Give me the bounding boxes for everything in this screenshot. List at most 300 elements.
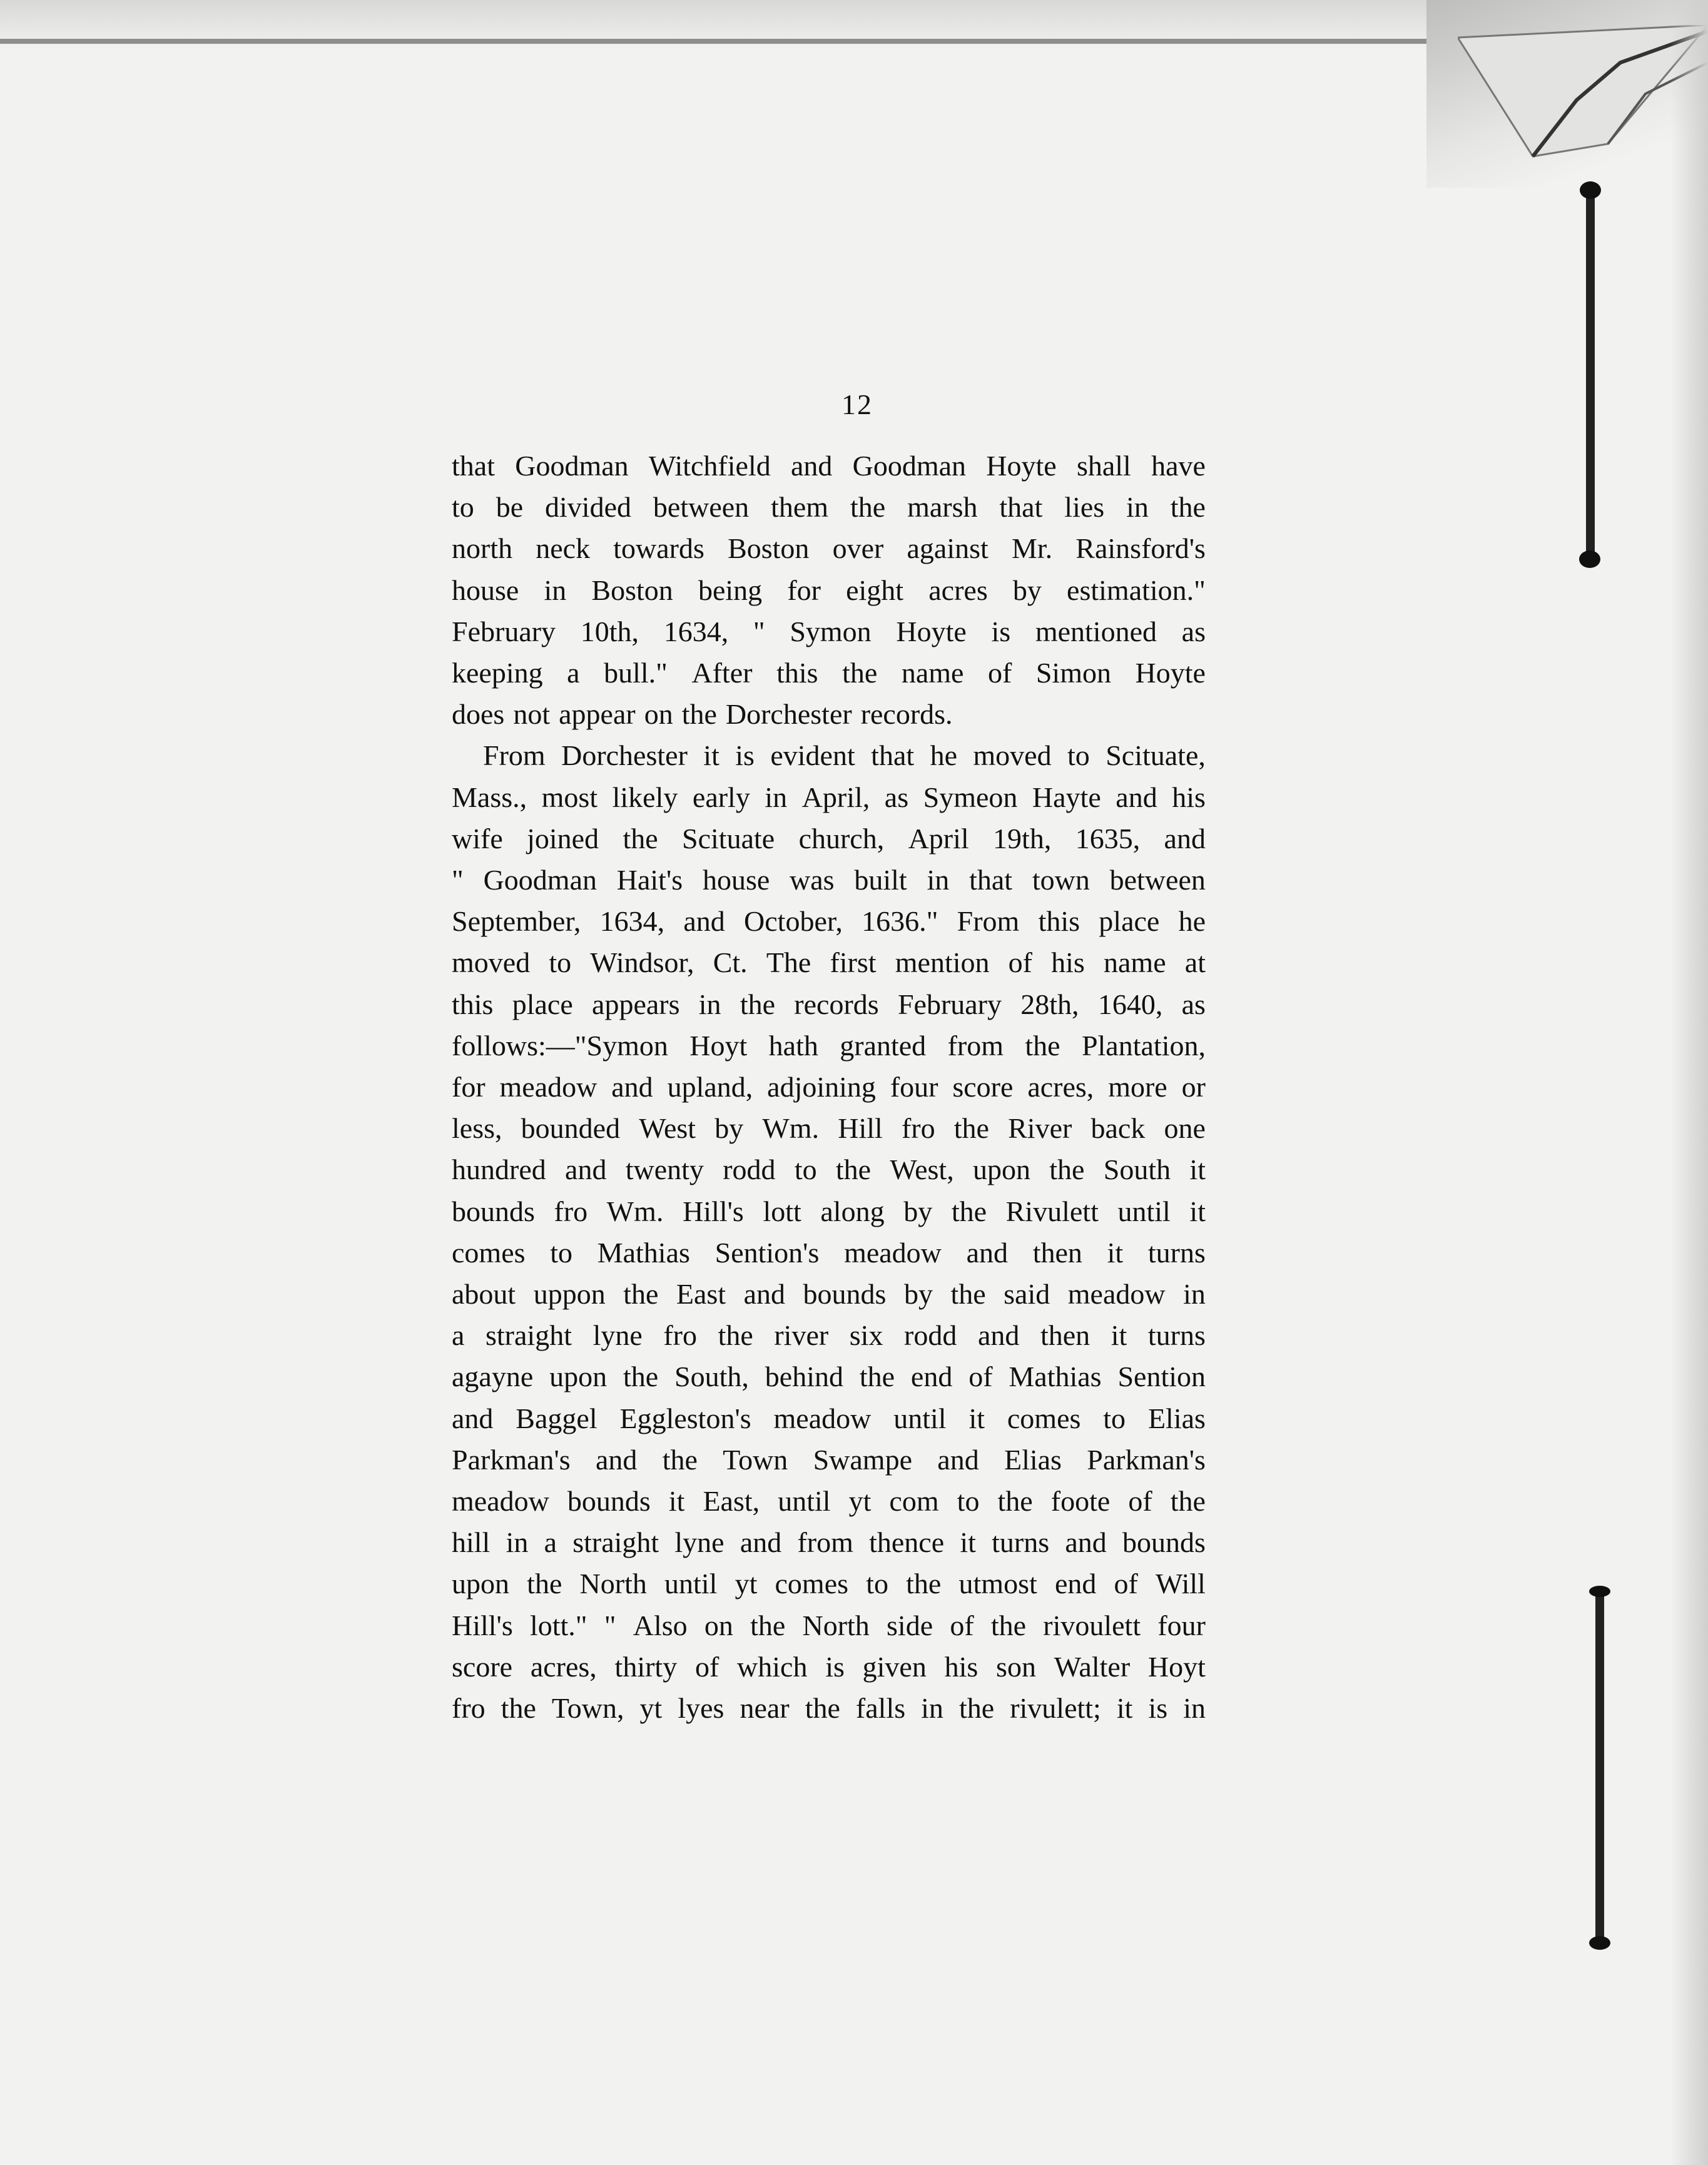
- word: the: [1170, 1485, 1206, 1518]
- word: it: [968, 1402, 985, 1434]
- word: Town,: [551, 1692, 624, 1725]
- word: Mathias: [1009, 1361, 1102, 1393]
- word: River: [1008, 1112, 1072, 1145]
- word: Elias: [1004, 1443, 1062, 1476]
- word: Hill's: [452, 1609, 513, 1641]
- word: his: [1172, 781, 1206, 813]
- word: bounds: [452, 1195, 535, 1227]
- word: most: [541, 781, 598, 813]
- word: rodd: [723, 1153, 776, 1186]
- binding-knot: [1579, 550, 1600, 568]
- word: name: [1104, 946, 1166, 979]
- word: to: [1067, 739, 1090, 772]
- word: and: [596, 1443, 638, 1476]
- word: about: [452, 1278, 516, 1311]
- word: thirty: [614, 1650, 678, 1683]
- word: and: [977, 1319, 1020, 1352]
- word: Mr.: [1011, 532, 1053, 565]
- word: Also: [633, 1609, 688, 1641]
- word: over: [832, 532, 884, 565]
- word: that: [999, 491, 1043, 524]
- word: it: [1189, 1153, 1206, 1186]
- word: appear: [559, 698, 636, 731]
- word: between: [653, 491, 750, 524]
- word: Hoyt: [1147, 1650, 1206, 1683]
- word: divided: [545, 491, 631, 524]
- word: yt: [848, 1485, 872, 1518]
- word: this: [776, 657, 818, 689]
- word: acres: [928, 574, 988, 606]
- word: by: [714, 1112, 744, 1145]
- word: the: [859, 1361, 895, 1393]
- word: have: [1151, 450, 1206, 482]
- word: October,: [744, 905, 843, 938]
- word: comes: [452, 1236, 526, 1269]
- text-line: [452, 1605, 1206, 1646]
- word: September,: [452, 905, 581, 938]
- word: Elias: [1147, 1402, 1206, 1434]
- word: the: [501, 1692, 536, 1725]
- word: twenty: [625, 1153, 704, 1186]
- word: of: [968, 1361, 993, 1393]
- text-line: [452, 1191, 1206, 1232]
- word: is: [1148, 1692, 1168, 1725]
- word: score: [952, 1071, 1014, 1103]
- word: Hoyt: [689, 1029, 748, 1062]
- word: to: [794, 1153, 817, 1186]
- word: built: [854, 864, 907, 896]
- word: West,: [890, 1153, 954, 1186]
- word: the: [750, 1609, 786, 1641]
- word: he: [930, 739, 957, 772]
- word: meadow: [499, 1071, 597, 1103]
- text-line: [452, 528, 1206, 569]
- word: North: [579, 1568, 647, 1600]
- word: Swampe: [813, 1443, 912, 1476]
- word: Ct.: [713, 946, 748, 979]
- word: a: [452, 1319, 465, 1352]
- word: for: [787, 574, 821, 606]
- word: April: [908, 822, 969, 854]
- word: joined: [527, 822, 599, 854]
- word: February: [452, 615, 556, 647]
- word: Hill: [838, 1112, 883, 1145]
- word: and: [611, 1071, 653, 1103]
- word: his: [1051, 946, 1085, 979]
- word: mentioned: [1035, 615, 1157, 647]
- word: North: [802, 1609, 870, 1641]
- word: until: [1117, 1195, 1171, 1227]
- word: and: [452, 1402, 494, 1434]
- word: then: [1040, 1319, 1090, 1352]
- word: score: [452, 1650, 513, 1683]
- word: to: [1103, 1402, 1126, 1434]
- text-line: [452, 735, 1206, 776]
- word: meadow: [844, 1236, 942, 1269]
- word: Hoyte: [896, 615, 967, 647]
- word: Rivulett: [1005, 1195, 1099, 1227]
- word: by: [903, 1278, 933, 1311]
- word: does: [452, 698, 505, 731]
- text-line: [452, 1439, 1206, 1481]
- text-line: [452, 1688, 1206, 1729]
- word: lies: [1064, 491, 1105, 524]
- word: Will: [1156, 1568, 1206, 1600]
- word: along: [820, 1195, 885, 1227]
- word: eight: [846, 574, 904, 606]
- word: in: [506, 1526, 529, 1559]
- word: one: [1164, 1112, 1206, 1145]
- word: Town: [723, 1443, 788, 1476]
- word: neck: [536, 532, 591, 565]
- word: uppon: [533, 1278, 606, 1311]
- text-line: [452, 1067, 1206, 1108]
- word: it: [1111, 1319, 1127, 1352]
- word: hill: [452, 1526, 491, 1559]
- word: in: [921, 1692, 943, 1725]
- word: Rainsford's: [1075, 532, 1206, 565]
- word: Dorchester: [561, 739, 688, 772]
- word: river: [774, 1319, 829, 1352]
- word: was: [790, 864, 835, 896]
- word: meadow: [1067, 1278, 1166, 1311]
- word: to: [866, 1568, 888, 1600]
- word: Eggleston's: [619, 1402, 751, 1434]
- word: the: [1170, 491, 1206, 524]
- word: comes: [1007, 1402, 1081, 1434]
- word: February: [897, 988, 1002, 1020]
- word: meadow: [773, 1402, 872, 1434]
- word: Symon: [790, 615, 872, 647]
- text-line: [452, 487, 1206, 528]
- word: name: [901, 657, 964, 689]
- word: of: [1114, 1568, 1138, 1600]
- word: Hill's: [683, 1195, 744, 1227]
- word: fro: [554, 1195, 588, 1227]
- word: between: [1109, 864, 1206, 896]
- word: utmost: [958, 1568, 1037, 1600]
- word: of: [694, 1650, 719, 1683]
- word: ": [452, 864, 464, 896]
- word: South,: [674, 1361, 749, 1393]
- word: by: [1012, 574, 1042, 606]
- word: Hayte: [1032, 781, 1101, 813]
- word: church,: [798, 822, 885, 854]
- word: foote: [1050, 1485, 1111, 1518]
- word: is: [735, 739, 755, 772]
- word: Plantation,: [1081, 1029, 1206, 1062]
- word: from: [947, 1029, 1004, 1062]
- text-line: [452, 1398, 1206, 1439]
- word: 1640,: [1097, 988, 1163, 1020]
- word: for: [452, 1071, 485, 1103]
- word: lyne: [592, 1319, 643, 1352]
- word: that: [969, 864, 1013, 896]
- word: in: [1126, 491, 1149, 524]
- page-right-edge-shadow: [1670, 0, 1708, 2165]
- word: upon: [549, 1361, 607, 1393]
- text-line: [452, 1356, 1206, 1397]
- text-line: [452, 611, 1206, 652]
- text-line: [452, 445, 1206, 487]
- word: in: [1183, 1278, 1206, 1311]
- word: mention: [895, 946, 990, 979]
- word: the: [835, 1153, 872, 1186]
- text-line: [452, 1232, 1206, 1274]
- word: less,: [452, 1112, 502, 1145]
- word: of: [950, 1609, 974, 1641]
- word: the: [951, 1195, 987, 1227]
- word: and: [683, 905, 725, 938]
- text-line: [452, 1481, 1206, 1522]
- word: the: [997, 1485, 1033, 1518]
- word: Hoyte: [1135, 657, 1206, 689]
- word: Windsor,: [590, 946, 694, 979]
- word: marsh: [907, 491, 978, 524]
- word: six: [849, 1319, 883, 1352]
- word: in: [544, 574, 567, 606]
- word: to: [452, 491, 474, 524]
- word: the: [950, 1278, 986, 1311]
- word: 1635,: [1075, 822, 1141, 854]
- word: a: [567, 657, 580, 689]
- word: end: [1054, 1568, 1097, 1600]
- page-number: 12: [841, 388, 873, 420]
- word: Goodman: [483, 864, 597, 896]
- word: moved: [452, 946, 531, 979]
- word: 28th,: [1020, 988, 1079, 1020]
- word: back: [1090, 1112, 1146, 1145]
- word: the: [1049, 1153, 1085, 1186]
- word: fro: [901, 1112, 935, 1145]
- text-line: [452, 859, 1206, 901]
- word: being: [698, 574, 763, 606]
- word: first: [830, 946, 877, 979]
- word: 1636.": [862, 905, 938, 938]
- word: his: [944, 1650, 979, 1683]
- word: near: [740, 1692, 790, 1725]
- word: bull.": [604, 657, 668, 689]
- binding-thread-upper: [1586, 181, 1595, 563]
- word: a: [544, 1526, 557, 1559]
- binding-knot: [1589, 1586, 1610, 1597]
- word: he: [1178, 905, 1206, 938]
- word: 19th,: [993, 822, 1052, 854]
- word: on: [704, 1609, 733, 1641]
- word: son: [996, 1650, 1036, 1683]
- text-line: [452, 1646, 1206, 1688]
- word: Baggel: [516, 1402, 597, 1434]
- word: granted: [840, 1029, 927, 1062]
- binding-knot: [1580, 181, 1601, 199]
- word: April,: [801, 781, 870, 813]
- word: Hoyte: [986, 450, 1057, 482]
- word: more: [1108, 1071, 1167, 1103]
- word: Sention's: [714, 1236, 820, 1269]
- word: rodd: [904, 1319, 957, 1352]
- word: East,: [703, 1485, 760, 1518]
- word: place: [512, 988, 573, 1020]
- word: appears: [592, 988, 680, 1020]
- word: until: [893, 1402, 947, 1434]
- word: Symeon: [923, 781, 1018, 813]
- word: Witchfield: [648, 450, 771, 482]
- word: straight: [572, 1526, 659, 1559]
- word: turns: [1147, 1236, 1206, 1269]
- text-line: [452, 818, 1206, 859]
- word: Boston: [591, 574, 673, 606]
- word: wife: [452, 822, 503, 854]
- word: this: [1038, 905, 1080, 938]
- word: early: [692, 781, 750, 813]
- word: South: [1103, 1153, 1171, 1186]
- word: meadow: [452, 1485, 549, 1518]
- word: four: [890, 1071, 938, 1103]
- word: house: [452, 574, 519, 606]
- word: four: [1157, 1609, 1206, 1641]
- word: keeping: [452, 657, 543, 689]
- word: them: [771, 491, 829, 524]
- word: yt: [735, 1568, 758, 1600]
- word: and: [1116, 781, 1157, 813]
- word: estimation.": [1067, 574, 1206, 606]
- word: as: [1181, 988, 1206, 1020]
- word: on: [644, 698, 673, 731]
- word: that: [452, 450, 495, 482]
- word: From: [483, 739, 546, 772]
- text-line: [452, 1025, 1206, 1067]
- word: Parkman's: [452, 1443, 571, 1476]
- word: in: [1183, 1692, 1206, 1725]
- word: and: [565, 1153, 607, 1186]
- binding-thread-lower: [1595, 1589, 1604, 1945]
- word: to: [549, 946, 572, 979]
- word: evident: [770, 739, 855, 772]
- word: 1634,: [663, 615, 729, 647]
- word: com: [889, 1485, 939, 1518]
- text-line: [452, 984, 1206, 1025]
- word: is: [991, 615, 1011, 647]
- word: at: [1184, 946, 1206, 979]
- word: turns: [992, 1526, 1050, 1559]
- text-line: [452, 1315, 1206, 1356]
- word: of: [987, 657, 1012, 689]
- text-line: [452, 942, 1206, 983]
- word: the: [527, 1568, 562, 1600]
- word: and: [937, 1443, 979, 1476]
- word: records: [794, 988, 879, 1020]
- word: Sention: [1117, 1361, 1206, 1393]
- word: towards: [613, 532, 704, 565]
- word: upon: [973, 1153, 1030, 1186]
- text-line: [452, 777, 1206, 818]
- word: the: [958, 1692, 995, 1725]
- word: then: [1032, 1236, 1082, 1269]
- word: the: [990, 1609, 1027, 1641]
- word: from: [797, 1526, 853, 1559]
- text-line: [452, 1563, 1206, 1605]
- word: north: [452, 532, 513, 565]
- word: rivoulett: [1043, 1609, 1141, 1641]
- word: the: [850, 491, 886, 524]
- word: bounds: [1122, 1526, 1206, 1559]
- word: to: [550, 1236, 572, 1269]
- word: hath: [768, 1029, 818, 1062]
- word: yt: [639, 1692, 663, 1725]
- word: is: [825, 1650, 845, 1683]
- word: thence: [869, 1526, 945, 1559]
- word: the: [953, 1112, 989, 1145]
- text-line: [452, 1522, 1206, 1563]
- text-line: [452, 901, 1206, 942]
- word: house: [702, 864, 770, 896]
- word: the: [1025, 1029, 1060, 1062]
- word: this: [452, 988, 494, 1020]
- word: and: [1164, 822, 1206, 854]
- word: follows:—"Symon: [452, 1029, 668, 1062]
- text-line: [452, 694, 1206, 735]
- word: Wm.: [762, 1112, 820, 1145]
- word: lott: [763, 1195, 801, 1227]
- word: records.: [860, 698, 953, 731]
- word: by: [903, 1195, 933, 1227]
- word: fro: [663, 1319, 697, 1352]
- word: in: [765, 781, 788, 813]
- word: the: [805, 1692, 840, 1725]
- word: not: [513, 698, 551, 731]
- word: upland,: [667, 1071, 753, 1103]
- word: behind: [765, 1361, 843, 1393]
- word: the: [662, 1443, 698, 1476]
- word: it: [703, 739, 719, 772]
- word: said: [1004, 1278, 1050, 1311]
- page-top-edge: [0, 39, 1439, 44]
- word: until: [664, 1568, 718, 1600]
- text-line: [452, 1274, 1206, 1315]
- word: Scituate,: [1106, 739, 1206, 772]
- word: that: [871, 739, 915, 772]
- word: Mathias: [597, 1236, 690, 1269]
- word: ": [604, 1609, 616, 1641]
- word: the: [740, 988, 776, 1020]
- word: Dorchester: [725, 698, 852, 731]
- word: in: [698, 988, 721, 1020]
- word: and: [1065, 1526, 1107, 1559]
- word: end: [910, 1361, 953, 1393]
- word: lott.": [529, 1609, 587, 1641]
- word: the: [906, 1568, 942, 1600]
- word: it: [960, 1526, 976, 1559]
- word: From: [957, 905, 1020, 938]
- word: falls: [855, 1692, 906, 1725]
- word: fro: [452, 1692, 485, 1725]
- word: in: [927, 864, 950, 896]
- word: which: [737, 1650, 808, 1683]
- word: turns: [1147, 1319, 1206, 1352]
- word: lyne: [674, 1526, 724, 1559]
- word: given: [862, 1650, 927, 1683]
- text-line: [452, 1149, 1206, 1190]
- text-line: [452, 1108, 1206, 1149]
- word: Goodman: [852, 450, 967, 482]
- word: Goodman: [515, 450, 629, 482]
- word: to: [957, 1485, 980, 1518]
- word: moved: [973, 739, 1052, 772]
- word: the: [623, 1278, 659, 1311]
- word: Wm.: [606, 1195, 664, 1227]
- word: as: [1181, 615, 1206, 647]
- word: adjoining: [767, 1071, 876, 1103]
